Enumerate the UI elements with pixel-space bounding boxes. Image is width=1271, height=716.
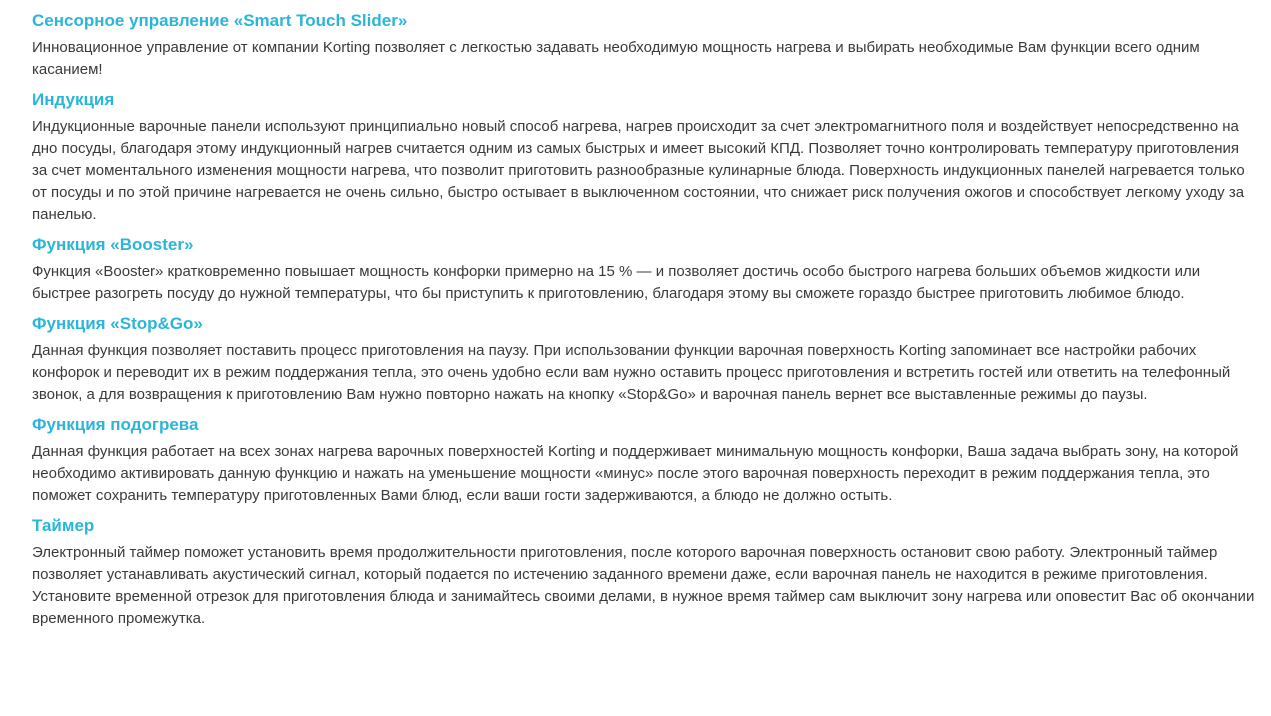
section-heading: Сенсорное управление «Smart Touch Slider» xyxy=(32,11,408,30)
section-text: Индукционные варочные панели используют принципиально новый способ нагрева, нагрев происходит за счет электромагнитного поля и воздействует непосредственно на дно посуды, благодаря этому индукционный нагрев считается одним из самых быстрых и имеет высокий КПД. Позволяет точно контролировать температуру приготовления за счет моментального изменения мощности нагрева, что позволит приготовить разнообразные кулинарные блюда. Поверхность индукционных панелей нагревается только от посуды и по этой причине нагревается не очень сильно, быстро остывает в выключенном состоянии, что снижает риск получения ожогов и способствует легкому уходу за панелью. xyxy=(32,118,1245,223)
section-text: Данная функция работает на всех зонах нагрева варочных поверхностей Korting и поддерживает минимальную мощность конфорки, Ваша задача выбрать зону, на которой необходимо активировать данную функцию и нажать на уменьшение мощности «минус» после этого варочная поверхность переходит в режим поддержания тепла, это поможет сохранить температуру приготовленных Вами блюд, если ваши гости задерживаются, а блюдо не должно остыть. xyxy=(32,443,1239,504)
section-induction xyxy=(32,89,1257,226)
section-booster xyxy=(32,234,1257,305)
section-keep-warm xyxy=(32,414,1257,507)
section-text: Электронный таймер поможет установить время продолжительности приготовления, после которого варочная поверхность остановит свою работу. Электронный таймер позволяет устанавливать акустический сигнал, который подается по истечению заданного времени даже, если варочная панель не находится в режиме приготовления. Установите временной отрезок для приготовления блюда и занимайтесь своими делами, в нужное время таймер сам выключит зону нагрева или оповестит Вас об окончании временного промежутка. xyxy=(32,544,1255,627)
section-text: Данная функция позволяет поставить процесс приготовления на паузу. При использовании функции варочная поверхность Korting запоминает все настройки рабочих конфорок и переводит их в режим поддержания тепла, это очень удобно если вам нужно оставить процесс приготовления и встретить гостей или ответить на телефонный звонок, а для возвращения к приготовлению Вам нужно повторно нажать на кнопку «Stop&Go» и варочная панель вернет все выставленные режимы до паузы. xyxy=(32,342,1231,403)
section-heading: Индукция xyxy=(32,90,115,109)
section-heading: Таймер xyxy=(32,516,95,535)
section-smart-touch-slider xyxy=(32,10,1257,81)
section-heading: Функция «Stop&Go» xyxy=(32,314,203,333)
section-timer xyxy=(32,515,1257,630)
section-text: Функция «Booster» кратковременно повышает мощность конфорки примерно на 15 % — и позволяет достичь особо быстрого нагрева больших объемов жидкости или быстрее разогреть посуду до нужной температуры, что бы приступить к приготовлению, благодаря этому вы сможете гораздо быстрее приготовить любимое блюдо. xyxy=(32,263,1201,302)
section-heading: Функция подогрева xyxy=(32,415,199,434)
section-stop-and-go xyxy=(32,313,1257,406)
section-text: Инновационное управление от компании Korting позволяет с легкостью задавать необходимую мощность нагрева и выбирать необходимые Вам функции всего одним касанием! xyxy=(32,39,1200,78)
section-heading: Функция «Booster» xyxy=(32,235,194,254)
